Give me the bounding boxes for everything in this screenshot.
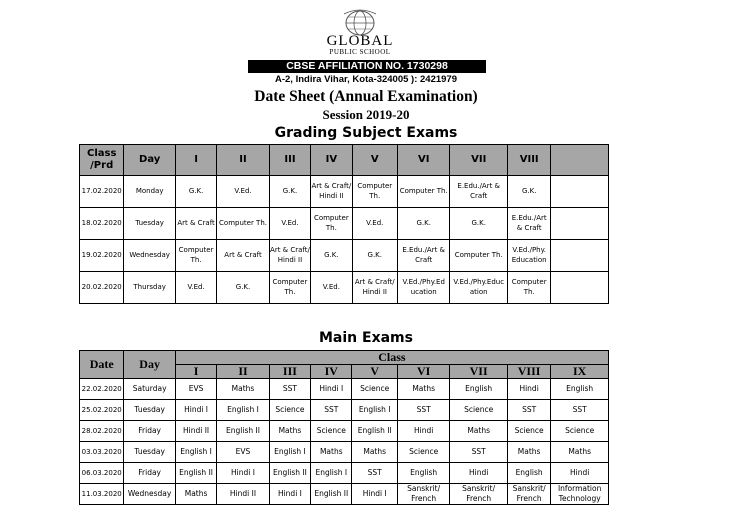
subject-cell: E.Edu./Art & Craft [397,240,449,272]
subject-cell: Science [551,421,609,442]
subject-cell: SST [551,400,609,421]
subject-cell: SST [311,400,352,421]
grading-col-class: VI [397,145,449,176]
date-cell: 19.02.2020 [80,240,124,272]
subject-cell: English II [269,463,310,484]
subject-cell: Maths [507,442,550,463]
subject-cell: Maths [450,421,508,442]
main-exams-table [79,350,609,505]
subject-cell: English I [352,400,397,421]
table-row [80,421,609,442]
subject-cell: SST [397,400,449,421]
main-col-class: IX [551,365,609,379]
grading-heading: Grading Subject Exams [274,125,458,141]
table-row [80,240,609,272]
date-cell: 18.02.2020 [80,208,124,240]
subject-cell: Hindi [450,463,508,484]
subject-cell: G.K. [311,240,352,272]
subject-cell: Sanskrit/ French [450,484,508,505]
main-col-class: VII [450,365,508,379]
table-row [80,176,609,208]
subject-cell: Hindi II [217,484,269,505]
subject-cell: G.K. [397,208,449,240]
affiliation-banner: CBSE AFFILIATION NO. 1730298 [248,60,486,73]
table-row [80,272,609,304]
logo-name: GLOBAL [326,33,394,49]
subject-cell: Maths [217,379,269,400]
subject-cell: Maths [311,442,352,463]
subject-cell: V.Ed. [175,272,216,304]
subject-cell: Hindi I [352,484,397,505]
subject-cell: Computer Th. [450,240,508,272]
subject-cell: English II [175,463,216,484]
subject-cell: Sanskrit/ French [397,484,449,505]
subject-cell: English [551,379,609,400]
subject-cell: English II [352,421,397,442]
table-row [80,484,609,505]
subject-cell: Hindi I [217,463,269,484]
subject-cell: V.Ed. [269,208,310,240]
subject-cell: SST [507,400,550,421]
date-cell: 28.02.2020 [80,421,124,442]
subject-cell: Hindi II [175,421,216,442]
subject-cell [551,240,609,272]
subject-cell: Computer Th. [397,176,449,208]
subject-cell: V.Ed./Phy. Education [507,240,550,272]
main-col-class: III [269,365,310,379]
main-header-row [80,351,609,365]
subject-cell [551,208,609,240]
subject-cell: Science [311,421,352,442]
day-cell: Tuesday [124,400,175,421]
subject-cell: Hindi I [311,379,352,400]
grading-col-class: I [175,145,216,176]
date-cell: 17.02.2020 [80,176,124,208]
table-row [80,208,609,240]
subject-cell: Science [397,442,449,463]
date-cell: 20.02.2020 [80,272,124,304]
subject-cell: Computer Th. [507,272,550,304]
grading-col-class: VIII [507,145,550,176]
subject-cell: G.K. [352,240,397,272]
school-address: A-2, Indira Vihar, Kota-324005 ): 2421979 [275,74,457,85]
subject-cell: V.Ed. [352,208,397,240]
main-col-class: I [175,365,216,379]
subject-cell: Hindi I [269,484,310,505]
table-row [80,400,609,421]
date-cell: 06.03.2020 [80,463,124,484]
globe-icon [340,8,380,36]
subject-cell: Maths [397,379,449,400]
subject-cell: Information Technology [551,484,609,505]
subject-cell: Science [507,421,550,442]
subject-cell: EVS [217,442,269,463]
day-cell: Wednesday [124,240,175,272]
subject-cell: G.K. [217,272,269,304]
main-exams-heading: Main Exams [319,330,413,346]
day-cell: Tuesday [124,442,175,463]
grading-col-class: II [217,145,269,176]
subject-cell: Maths [352,442,397,463]
grading-col-class: III [269,145,310,176]
subject-cell: Hindi [551,463,609,484]
main-col-class: II [217,365,269,379]
subject-cell: Maths [551,442,609,463]
subject-cell: English I [269,442,310,463]
date-cell: 11.03.2020 [80,484,124,505]
date-cell: 03.03.2020 [80,442,124,463]
day-cell: Saturday [124,379,175,400]
subject-cell: V.Ed. [217,176,269,208]
subject-cell: V.Ed./Phy.Educ ation [450,272,508,304]
grading-header-row [80,145,609,176]
main-col-class: IV [311,365,352,379]
subject-cell: Science [269,400,310,421]
subject-cell: EVS [175,379,216,400]
day-cell: Thursday [124,272,175,304]
subject-cell: G.K. [450,208,508,240]
subject-cell: English I [175,442,216,463]
table-row [80,442,609,463]
subject-cell: English II [217,421,269,442]
day-cell: Friday [124,421,175,442]
subject-cell: English II [311,484,352,505]
subject-cell: English I [217,400,269,421]
subject-cell: Science [450,400,508,421]
subject-cell: Computer Th. [311,208,352,240]
date-cell: 22.02.2020 [80,379,124,400]
subject-cell: SST [352,463,397,484]
grading-col-class-prd: Class /Prd [80,145,124,176]
subject-cell: English [507,463,550,484]
grading-col-class [551,145,609,176]
subject-cell: E.Edu./Art & Craft [450,176,508,208]
table-row [80,463,609,484]
subject-cell: G.K. [175,176,216,208]
subject-cell: Art & Craft/ Hindi II [269,240,310,272]
day-cell: Tuesday [124,208,175,240]
day-cell: Wednesday [124,484,175,505]
subject-cell [551,176,609,208]
grading-table [79,144,609,304]
subject-cell: Hindi [397,421,449,442]
subject-cell: English [450,379,508,400]
grading-col-class: V [352,145,397,176]
main-col-class: VIII [507,365,550,379]
subject-cell: Art & Craft [217,240,269,272]
main-col-day: Day [124,351,175,379]
subject-cell [551,272,609,304]
grading-col-class: IV [311,145,352,176]
page-title: Date Sheet (Annual Examination) [254,88,478,105]
subject-cell: V.Ed. [311,272,352,304]
grading-col-class: VII [450,145,508,176]
session-label: Session 2019-20 [322,107,410,122]
subject-cell: Computer Th. [217,208,269,240]
table-row [80,379,609,400]
subject-cell: Sanskrit/ French [507,484,550,505]
subject-cell: Maths [175,484,216,505]
main-col-class: VI [397,365,449,379]
main-col-date: Date [80,351,124,379]
subject-cell: Computer Th. [175,240,216,272]
subject-cell: G.K. [269,176,310,208]
subject-cell: Maths [269,421,310,442]
subject-cell: Art & Craft/ Hindi II [311,176,352,208]
subject-cell: E.Edu./Art & Craft [507,208,550,240]
date-cell: 25.02.2020 [80,400,124,421]
subject-cell: SST [450,442,508,463]
subject-cell: Hindi I [175,400,216,421]
subject-cell: Art & Craft/ Hindi II [352,272,397,304]
grading-col-day: Day [124,145,175,176]
main-col-class: V [352,365,397,379]
subject-cell: Computer Th. [352,176,397,208]
day-cell: Monday [124,176,175,208]
school-logo [318,8,402,58]
subject-cell: SST [269,379,310,400]
subject-cell: Hindi [507,379,550,400]
subject-cell: G.K. [507,176,550,208]
subject-cell: V.Ed./Phy.Ed ucation [397,272,449,304]
subject-cell: English [397,463,449,484]
subject-cell: Computer Th. [269,272,310,304]
logo-subtitle: PUBLIC SCHOOL [329,48,391,56]
day-cell: Friday [124,463,175,484]
subject-cell: Science [352,379,397,400]
main-col-class-group: Class [175,351,608,365]
subject-cell: English I [311,463,352,484]
subject-cell: Art & Craft [175,208,216,240]
